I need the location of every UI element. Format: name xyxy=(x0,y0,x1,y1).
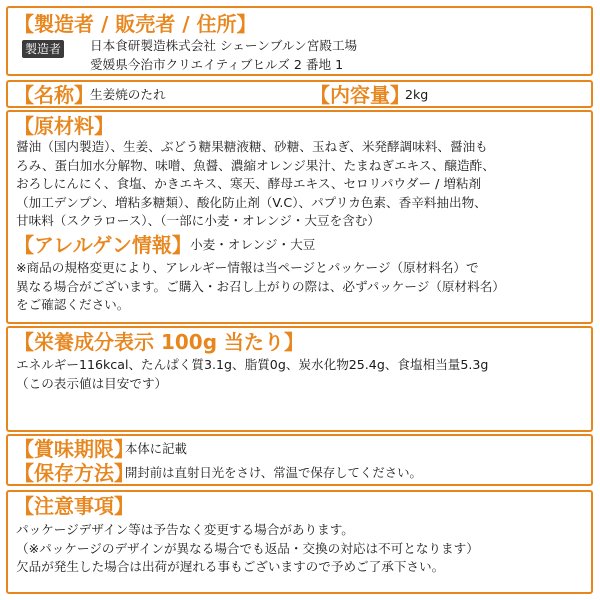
storage-value: 開封前は直射日光をさけ、常温で保存してください。 xyxy=(125,465,422,480)
allergen-notice-line: 異なる場合がございます。ご購入・お召し上がりの際は、必ずパッケージ（原材料名） xyxy=(16,278,505,294)
notes-list xyxy=(16,521,479,577)
allergen-value: 小麦・オレンジ・大豆 xyxy=(190,237,316,252)
manufacturer-header: 【製造者 / 販売者 / 住所】 xyxy=(14,12,257,36)
product-name: 生姜焼のたれ xyxy=(90,87,166,102)
expiry-storage-box xyxy=(6,434,593,486)
notes-line: （※パッケージのデザインが異なる場合でも返品・交換の対応は不可となります） xyxy=(16,540,479,556)
content-header: 【内容量】 xyxy=(310,83,410,107)
storage-header: 【保存方法】 xyxy=(14,461,134,485)
manufacturer-box xyxy=(6,6,593,76)
ingredients-line: 甘味料（スクラロース）、（一部に小麦・オレンジ・大豆を含む） xyxy=(16,213,380,229)
name-header: 【名称】 xyxy=(14,83,94,107)
manufacturer-tag-wrap xyxy=(22,38,64,58)
ingredients-line: おろしにんにく、食塩、かきエキス、寒天、酵母エキス、セロリパウダー / 増粘剤 xyxy=(16,176,482,192)
ingredients-list xyxy=(16,138,495,231)
notes-line: 欠品が発生した場合は出荷が遅れる事もございますので予めご了承下さい。 xyxy=(16,559,445,575)
expiry-header: 【賞味期限】 xyxy=(14,437,134,461)
manufacturer-address: 愛媛県今治市クリエイティブヒルズ 2 番地 1 xyxy=(90,57,344,72)
ingredients-line: 醤油（国内製造）、生姜、ぶどう糖果糖液糖、砂糖、玉ねぎ、米発酵調味料、醤油も xyxy=(16,139,488,154)
notes-box xyxy=(6,490,593,594)
product-box xyxy=(6,80,593,108)
manufacturer-tag: 製造者 xyxy=(22,40,64,58)
nutrition-values: エネルギー116kcal、たんぱく質3.1g、脂質0g、炭水化物25.4g、食塩相当量5.3g xyxy=(16,357,489,372)
ingredients-header: 【原材料】 xyxy=(14,114,114,138)
manufacturer-name: 日本食研製造株式会社 シェーンブルン宮殿工場 xyxy=(90,38,358,53)
nutrition-header: 【栄養成分表示 100g 当たり】 xyxy=(14,330,304,354)
allergen-notice-line: をご確認ください。 xyxy=(16,297,130,313)
notes-header: 【注意事項】 xyxy=(14,494,134,518)
allergen-header: 【アレルゲン情報】 xyxy=(14,233,192,257)
ingredients-line: （加工デンプン、増粘多糖類）、酸化防止剤（V.C）、パプリカ色素、香辛料抽出物、 xyxy=(16,194,487,210)
allergen-notice-line: ※商品の規格変更により、アレルギー情報は当ページとパッケージ（原材料名）で xyxy=(16,260,479,275)
allergen-notice xyxy=(16,259,505,315)
content-value: 2kg xyxy=(405,87,429,102)
expiry-value: 本体に記載 xyxy=(125,441,187,456)
ingredients-line: ろみ、蛋白加水分解物、味噌、魚醤、濃縮オレンジ果汁、たまねぎエキス、醸造酢、 xyxy=(16,157,495,173)
notes-line: パッケージデザイン等は予告なく変更する場合があります。 xyxy=(16,522,354,537)
nutrition-note: （この表示値は目安です） xyxy=(16,376,168,391)
ingredients-box xyxy=(6,110,593,324)
nutrition-box xyxy=(6,326,593,432)
